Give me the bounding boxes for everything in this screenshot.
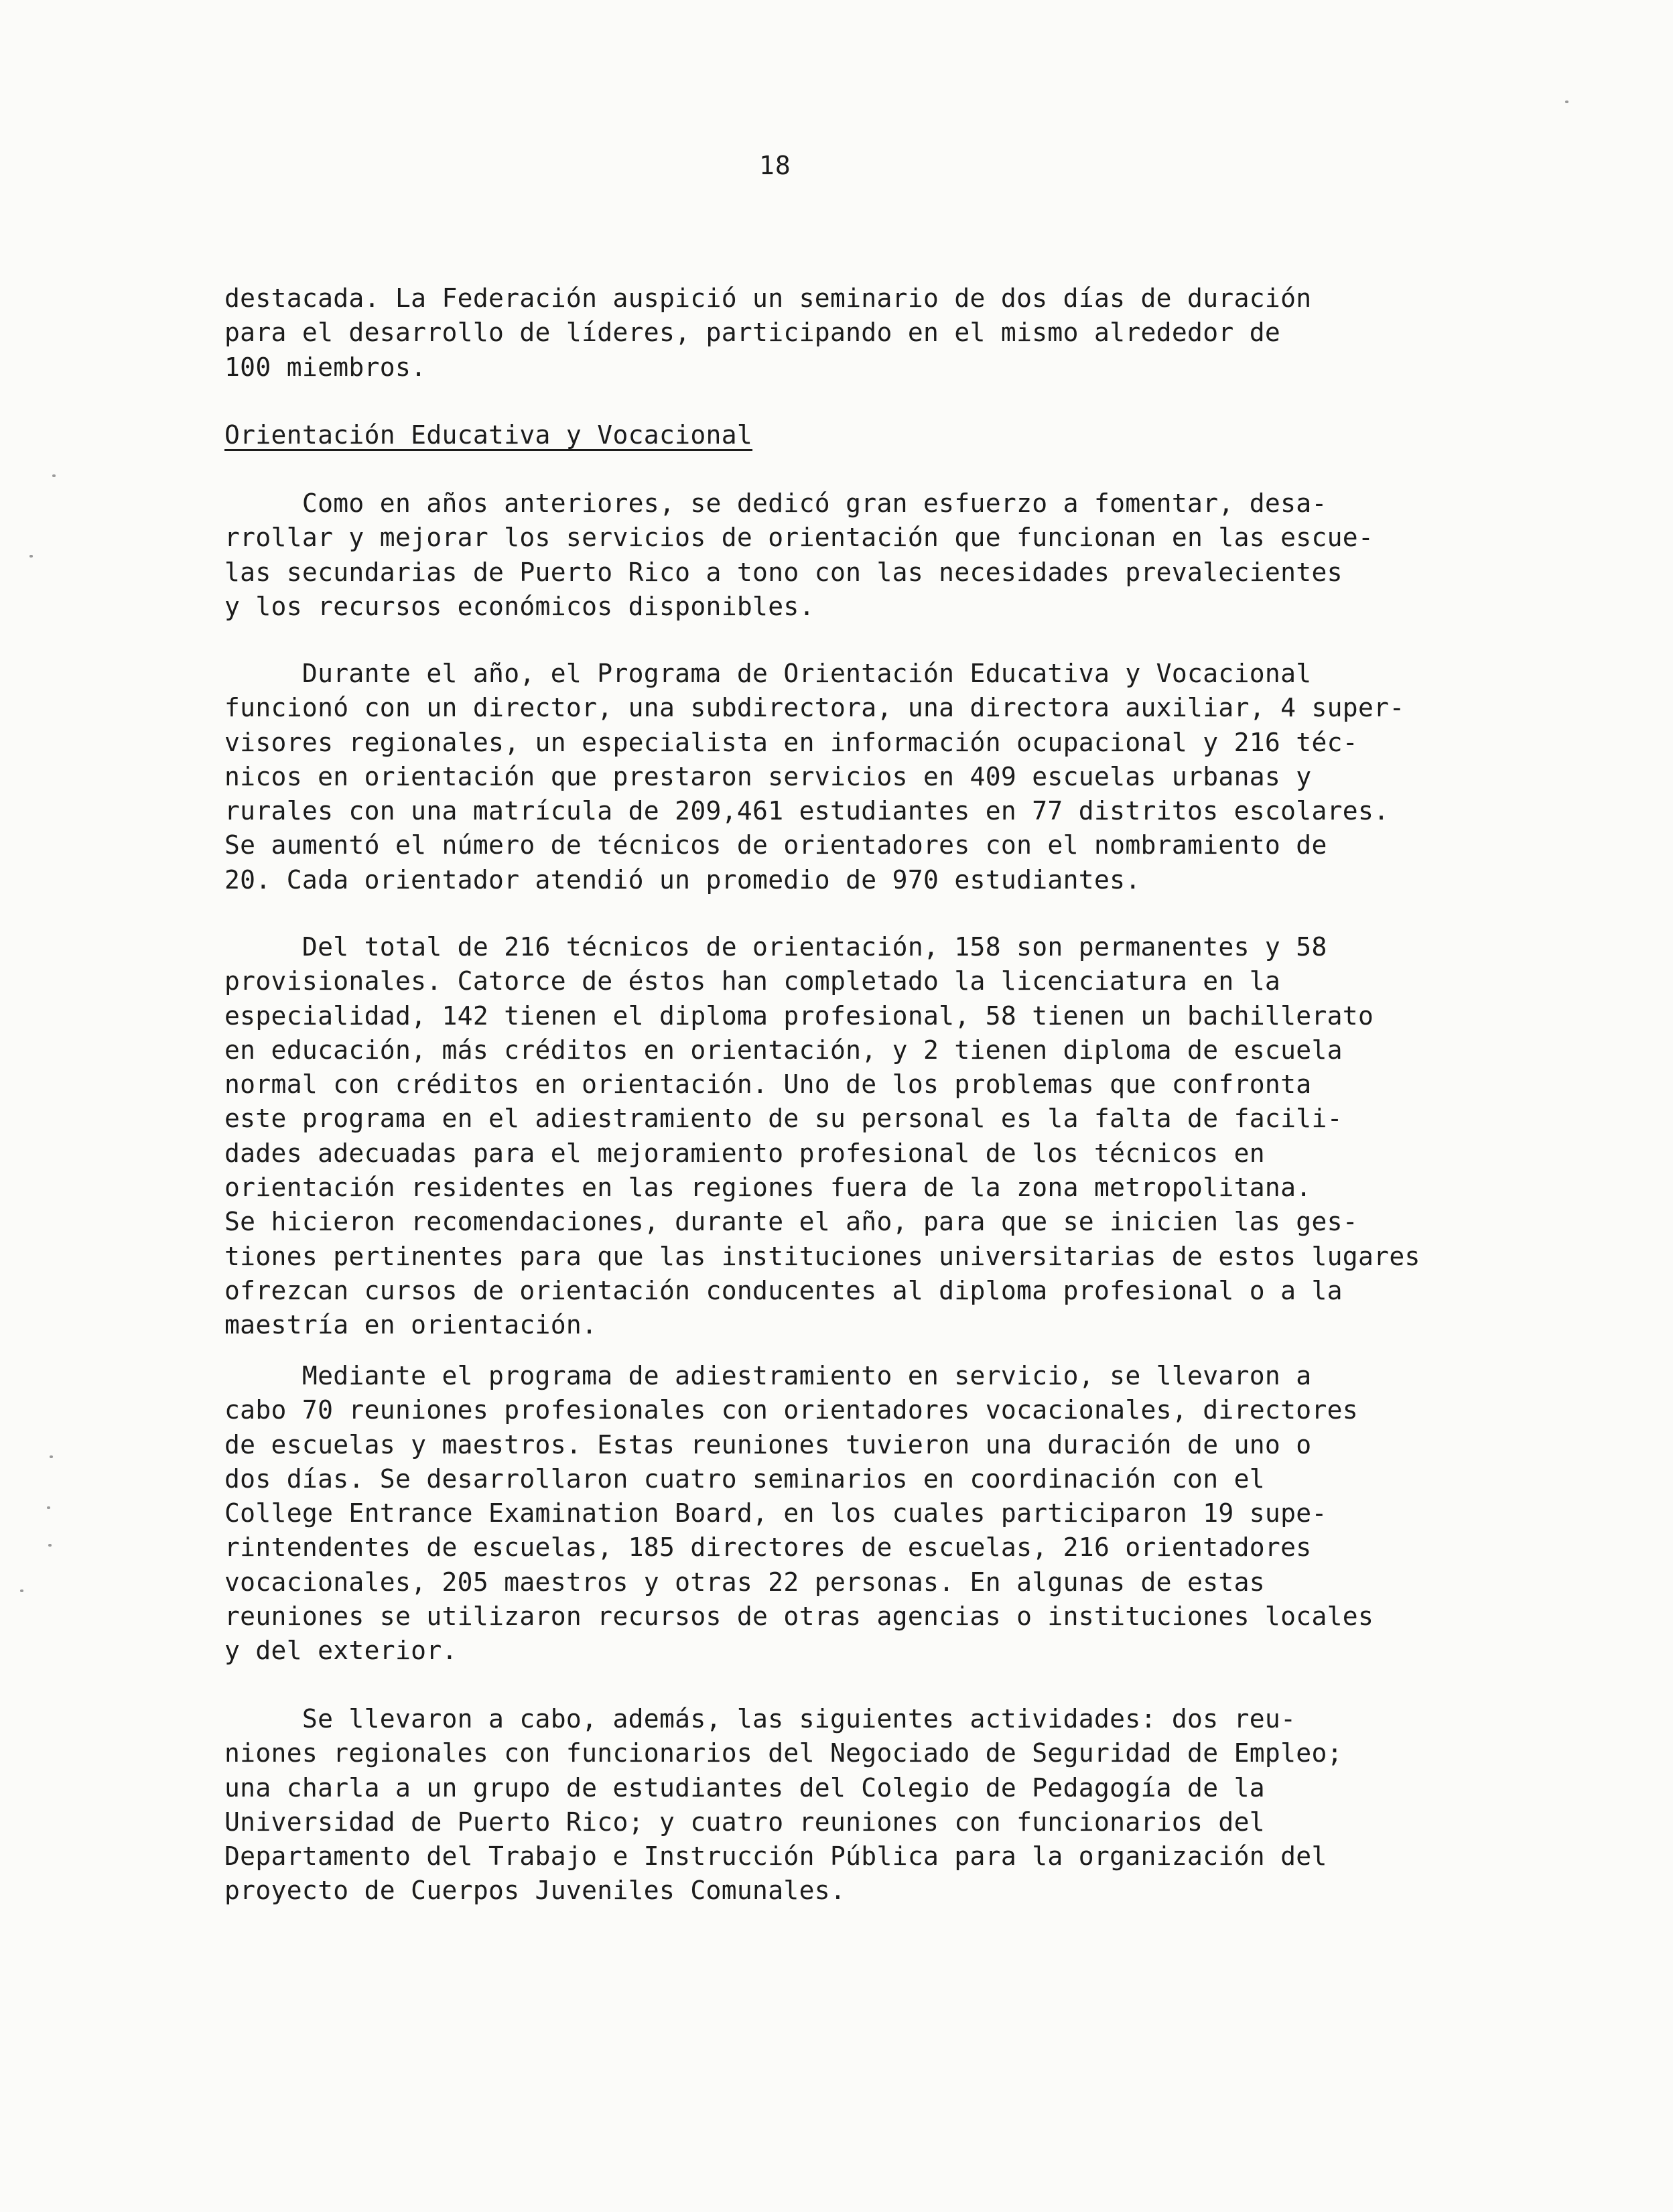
scan-speck [20, 1589, 23, 1592]
text-line: tiones pertinentes para que las instituciones universitarias de estos lugares [224, 1241, 1420, 1271]
text-line: rintendentes de escuelas, 185 directores de escuelas, 216 orientadores [224, 1533, 1312, 1563]
paragraph-3 [224, 930, 1464, 1343]
scan-speck [1565, 101, 1568, 103]
section-heading: Orientación Educativa y Vocacional [224, 420, 753, 450]
text-line: Universidad de Puerto Rico; y cuatro reuniones con funcionarios del [224, 1807, 1265, 1837]
intro-paragraph [224, 281, 1464, 385]
text-line: nicos en orientación que prestaron servicios en 409 escuelas urbanas y [224, 761, 1312, 791]
paragraph-1 [224, 486, 1464, 624]
text-line: dos días. Se desarrollaron cuatro seminarios en coordinación con el [224, 1463, 1265, 1494]
text-line: normal con créditos en orientación. Uno de los problemas que confronta [224, 1069, 1312, 1100]
text-line: de escuelas y maestros. Estas reuniones tuvieron una duración de uno o [224, 1429, 1312, 1459]
text-line: niones regionales con funcionarios del Negociado de Seguridad de Empleo; [224, 1738, 1343, 1768]
text-line: rurales con una matrícula de 209,461 estudiantes en 77 distritos escolares. [224, 796, 1390, 826]
scan-speck [50, 1455, 53, 1458]
text-line: Se hicieron recomendaciones, durante el año, para que se inicien las ges- [224, 1207, 1358, 1237]
text-line: College Entrance Examination Board, en los cuales participaron 19 supe- [224, 1498, 1327, 1528]
text-line: reuniones se utilizaron recursos de otras agencias o instituciones locales [224, 1602, 1374, 1632]
text-line: orientación residentes en las regiones fuera de la zona metropolitana. [224, 1173, 1312, 1203]
scan-speck [52, 474, 56, 477]
text-line: Durante el año, el Programa de Orientación Educativa y Vocacional [224, 659, 1312, 688]
text-line: Del total de 216 técnicos de orientación, 158 son permanentes y 58 [224, 932, 1327, 962]
text-line: una charla a un grupo de estudiantes del Colegio de Pedagogía de la [224, 1772, 1265, 1803]
text-line: las secundarias de Puerto Rico a tono con las necesidades prevalecientes [224, 557, 1343, 587]
text-line: este programa en el adiestramiento de su personal es la falta de facili- [224, 1104, 1343, 1134]
paragraph-2 [224, 657, 1464, 897]
text-line: Departamento del Trabajo e Instrucción Pública para la organización del [224, 1841, 1327, 1872]
scan-speck [48, 1544, 52, 1547]
text-line: visores regionales, un especialista en información ocupacional y 216 téc- [224, 727, 1358, 757]
text-line: Mediante el programa de adiestramiento en servicio, se llevaron a [224, 1361, 1312, 1390]
text-line: especialidad, 142 tienen el diploma profesional, 58 tienen un bachillerato [224, 1000, 1374, 1031]
text-line: provisionales. Catorce de éstos han completado la licenciatura en la [224, 966, 1281, 996]
text-line: ofrezcan cursos de orientación conducentes al diploma profesional o a la [224, 1275, 1343, 1305]
paragraph-4 [224, 1359, 1464, 1669]
page-number: 18 [759, 151, 791, 180]
text-line: y del exterior. [224, 1636, 458, 1666]
text-line: Se llevaron a cabo, además, las siguientes actividades: dos reu- [224, 1704, 1296, 1734]
text-line: maestría en orientación. [224, 1310, 598, 1340]
text-line: Se aumentó el número de técnicos de orientadores con el nombramiento de [224, 830, 1327, 860]
scan-speck [29, 555, 33, 558]
text-line: proyecto de Cuerpos Juveniles Comunales. [224, 1876, 846, 1906]
text-line: 20. Cada orientador atendió un promedio de 970 estudiantes. [224, 864, 1141, 895]
text-line: 100 miembros. [224, 352, 427, 382]
text-line: para el desarrollo de líderes, participando en el mismo alrededor de [224, 318, 1281, 348]
paragraph-5 [224, 1702, 1464, 1908]
text-line: y los recursos económicos disponibles. [224, 591, 815, 621]
text-line: rrollar y mejorar los servicios de orientación que funcionan en las escue- [224, 523, 1374, 553]
scan-speck [47, 1506, 50, 1509]
text-line: en educación, más créditos en orientación, y 2 tienen diploma de escuela [224, 1035, 1343, 1065]
text-line: funcionó con un director, una subdirectora, una directora auxiliar, 4 super- [224, 693, 1405, 723]
text-line: dades adecuadas para el mejoramiento profesional de los técnicos en [224, 1138, 1265, 1168]
text-line: destacada. La Federación auspició un seminario de dos días de duración [224, 283, 1312, 313]
text-line: cabo 70 reuniones profesionales con orientadores vocacionales, directores [224, 1395, 1358, 1425]
text-line: vocacionales, 205 maestros y otras 22 personas. En algunas de estas [224, 1567, 1265, 1597]
text-line: Como en años anteriores, se dedicó gran esfuerzo a fomentar, desa- [224, 489, 1327, 518]
